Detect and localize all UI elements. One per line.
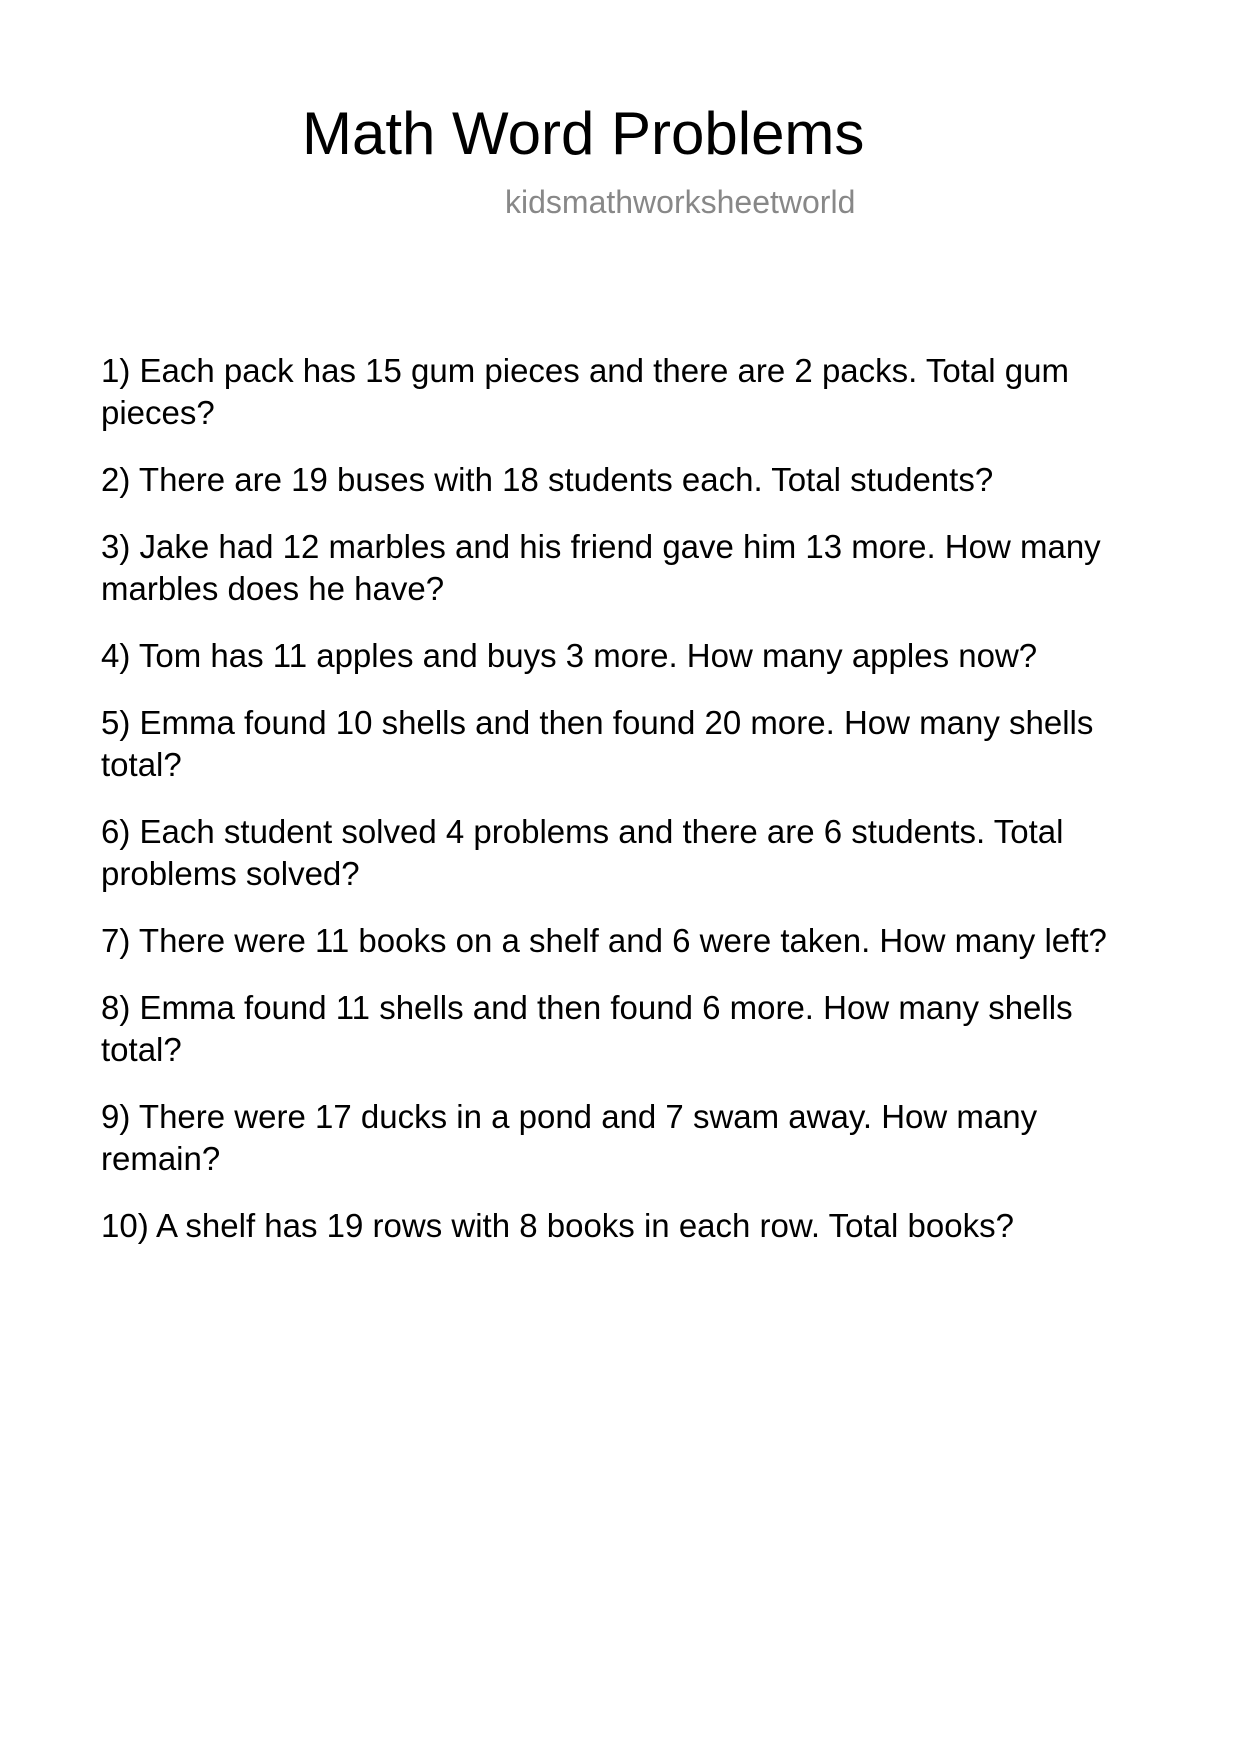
site-credit: kidsmathworksheetworld <box>505 184 856 220</box>
problem-item: 1) Each pack has 15 gum pieces and there are 2 packs. Total gum pieces? <box>101 352 1069 431</box>
problem-item: 5) Emma found 10 shells and then found 20 more. How many shells total? <box>101 704 1094 783</box>
page-title: Math Word Problems <box>302 100 865 167</box>
problem-item: 3) Jake had 12 marbles and his friend gave him 13 more. How many marbles does he have? <box>101 528 1101 607</box>
problem-item: 8) Emma found 11 shells and then found 6 more. How many shells total? <box>101 989 1073 1068</box>
problem-list <box>101 350 1146 1272</box>
problem-item: 7) There were 11 books on a shelf and 6 were taken. How many left? <box>101 922 1107 959</box>
problem-item: 9) There were 17 ducks in a pond and 7 swam away. How many remain? <box>101 1098 1038 1177</box>
problem-item: 10) A shelf has 19 rows with 8 books in each row. Total books? <box>101 1207 1014 1244</box>
problem-item: 4) Tom has 11 apples and buys 3 more. How many apples now? <box>101 637 1038 674</box>
problem-item: 2) There are 19 buses with 18 students each. Total students? <box>101 461 994 498</box>
problem-item: 6) Each student solved 4 problems and there are 6 students. Total problems solved? <box>101 813 1064 892</box>
